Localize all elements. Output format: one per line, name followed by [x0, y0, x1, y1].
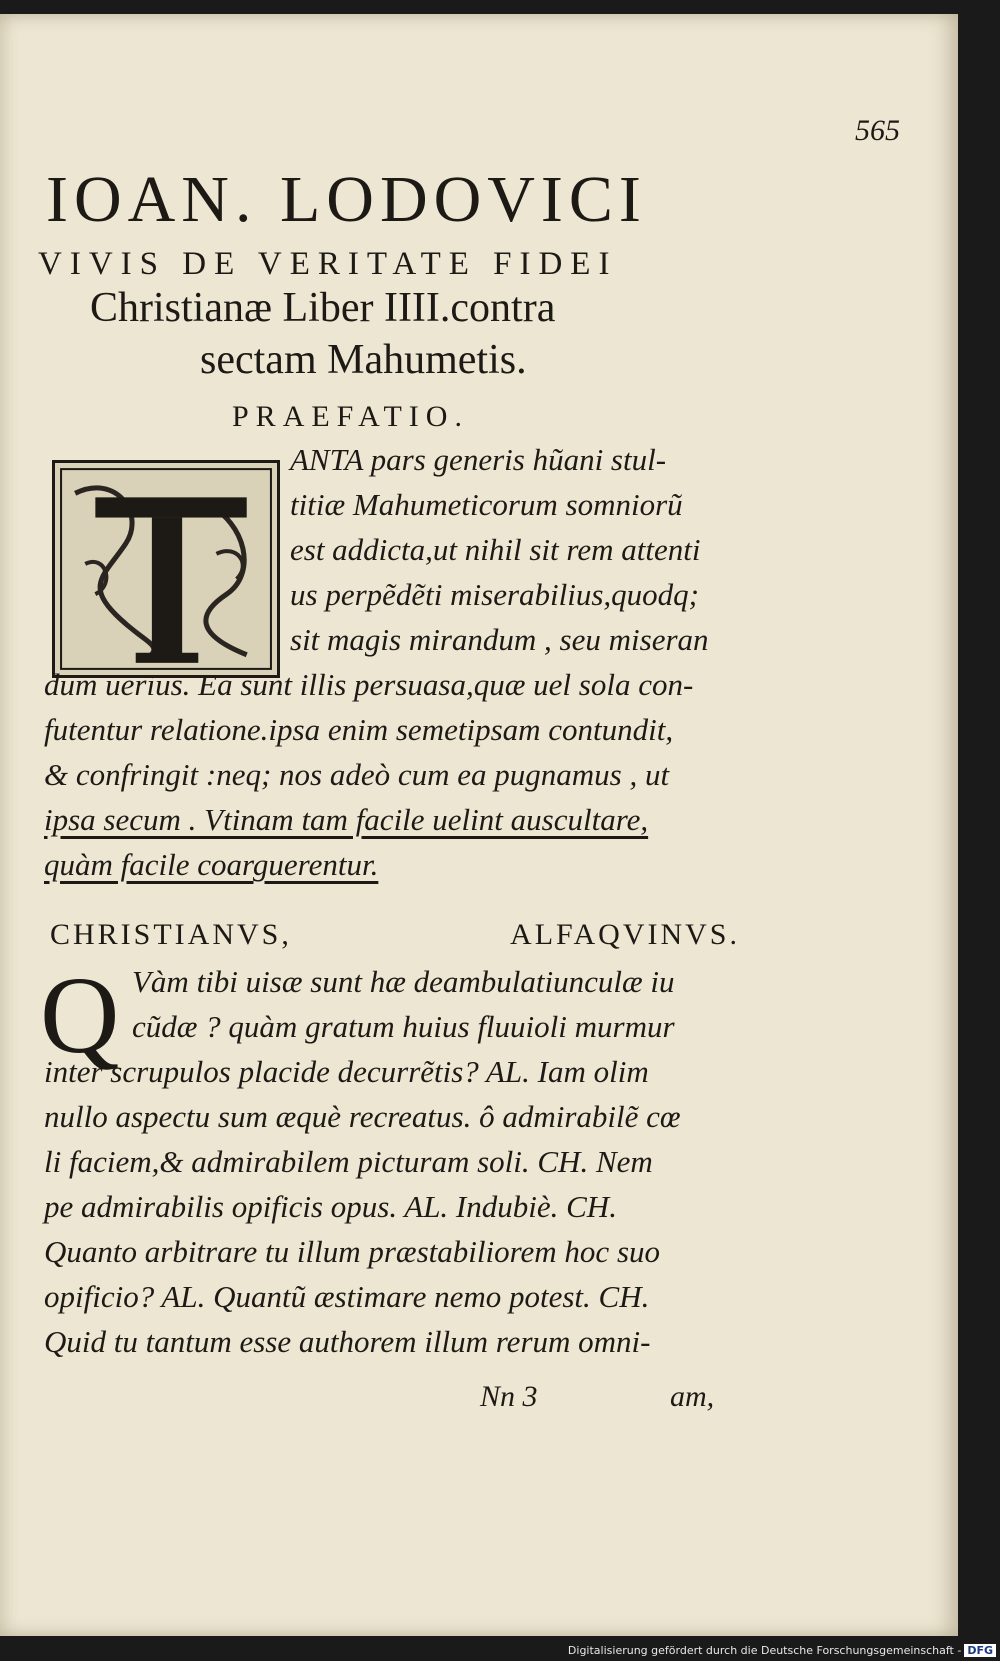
preface-line: futentur relatione.ipsa enim semetipsam contundit,: [44, 712, 674, 747]
dialogue-line: opificio? AL. Quantũ æstimare nemo potest. CH.: [44, 1279, 650, 1314]
footer-text: Digitalisierung gefördert durch die Deutsche Forschungsgemeinschaft -: [567, 1644, 962, 1657]
signature-mark: Nn 3: [480, 1380, 538, 1413]
preface-line: ANTA pars generis hũani stul-: [290, 442, 667, 477]
speaker-christianus: CHRISTIANVS,: [50, 918, 292, 951]
dialogue-line: li faciem,& admirabilem picturam soli. CH. Nem: [44, 1144, 653, 1179]
preface-line: quàm facile coarguerentur.: [44, 847, 379, 882]
preface-line: ipsa secum . Vtinam tam facile uelint auscultare,: [44, 802, 649, 837]
preface-line: us perpẽdẽti miserabilius,quodq;: [290, 577, 699, 612]
title-line-3: Christianæ Liber IIII.contra: [90, 285, 556, 331]
dialogue-line: pe admirabilis opificis opus. AL. Indubiè. CH.: [44, 1189, 617, 1224]
preface-line: titiæ Mahumeticorum somniorũ: [290, 487, 683, 522]
preface-line: sit magis mirandum , seu miseran: [290, 622, 709, 657]
dialogue-line: Vàm tibi uisæ sunt hæ deambulatiunculæ iu: [132, 964, 675, 999]
title-line-4: sectam Mahumetis.: [200, 337, 527, 383]
dialogue-line: inter scrupulos placide decurrẽtis? AL. Iam olim: [44, 1054, 649, 1089]
preface-line: dum uerius. Ea sunt illis persuasa,quæ uel sola con-: [44, 667, 694, 702]
dfg-logo-icon: DFG: [964, 1644, 996, 1657]
dialogue-line: Quanto arbitrare tu illum præstabiliorem hoc suo: [44, 1234, 661, 1269]
dialogue-line: Quid tu tantum esse authorem illum rerum omni-: [44, 1324, 651, 1359]
initial-q: Q: [40, 954, 120, 1076]
title-line-1: IOAN. LODOVICI: [46, 163, 647, 236]
dialogue-speakers: [50, 918, 740, 952]
digitization-footer: [568, 1644, 996, 1657]
preface-line: est addicta,ut nihil sit rem attenti: [290, 532, 701, 567]
preface-line: & confringit :neq; nos adeò cum ea pugnamus , ut: [44, 757, 670, 792]
decorated-initial-t-icon: [52, 460, 280, 678]
book-page: [0, 14, 958, 1636]
page-number: 565: [855, 114, 900, 147]
speaker-alfaquinus: ALFAQVINVS.: [510, 918, 740, 951]
dialogue-line: nullo aspectu sum æquè recreatus. ô admirabilẽ cœ: [44, 1099, 681, 1134]
title-line-2: VIVIS DE VERITATE FIDEI: [38, 246, 618, 282]
section-heading: PRAEFATIO.: [232, 400, 469, 433]
dialogue-line: cũdæ ? quàm gratum huius fluuioli murmur: [132, 1009, 675, 1044]
catchword: am,: [670, 1380, 715, 1413]
